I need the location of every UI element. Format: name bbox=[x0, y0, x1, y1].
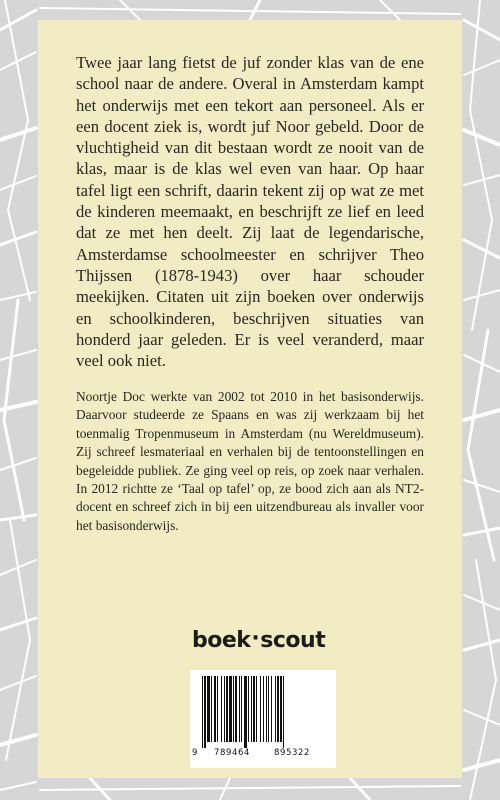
barcode-bars bbox=[198, 676, 328, 750]
author-bio: Noortje Doc werkte van 2002 tot 2010 in het basisonderwijs. Daarvoor studeerde ze Spaans en was zij werkzaam bij het toenmalig Tropenmuseum in Amsterdam (nu Wereldmuseum). Zij schreef lesmateriaal en verhalen bij de tentoonstellingen en begeleidde publiek. Ze ging veel op reis, op zoek naar verhalen. In 2012 richtte ze ‘Taal op tafel’ op, ze bood zich aan als NT2-docent en schreef zich in bij een uitzendbureau als invaller voor het basisonderwijs. bbox=[76, 389, 424, 533]
barcode-digit-first: 9 bbox=[192, 748, 199, 758]
barcode-digits-left: 789464 bbox=[214, 748, 251, 758]
book-blurb: Twee jaar lang fietst de juf zonder klas van de ene school naar de andere. Overal in Amsterdam kampt het onderwijs met een tekort aan personeel. Als er een docent ziek is, wordt juf Noor gebeld. Door de vluchtigheid van dit bestaan wordt ze nooit van de klas, maar is de klas wel even van haar. Op haar tafel ligt een schrift, daarin tekent zij op wat ze met de kinderen meemaakt, en beschrijft ze lief en leed dat ze met hen deelt. Zij laat de legendarische, Amsterdamse schoolmeester en schrijver Theo Thijssen (1878-1943) over haar schouder meekijken. Citaten uit zijn boeken over onderwijs en schoolkinderen, beschrijven situaties van honderd jaar geleden. Er is veel veranderd, maar veel ook niet. bbox=[76, 53, 424, 371]
barcode-digits-right: 895322 bbox=[274, 748, 311, 758]
text-panel bbox=[38, 20, 462, 778]
publisher-logo-separator: · bbox=[251, 626, 260, 651]
publisher-logo-part1: boek bbox=[192, 628, 251, 653]
publisher-logo-part2: scout bbox=[260, 628, 326, 653]
isbn-barcode bbox=[190, 670, 336, 768]
publisher-logo bbox=[192, 626, 326, 660]
